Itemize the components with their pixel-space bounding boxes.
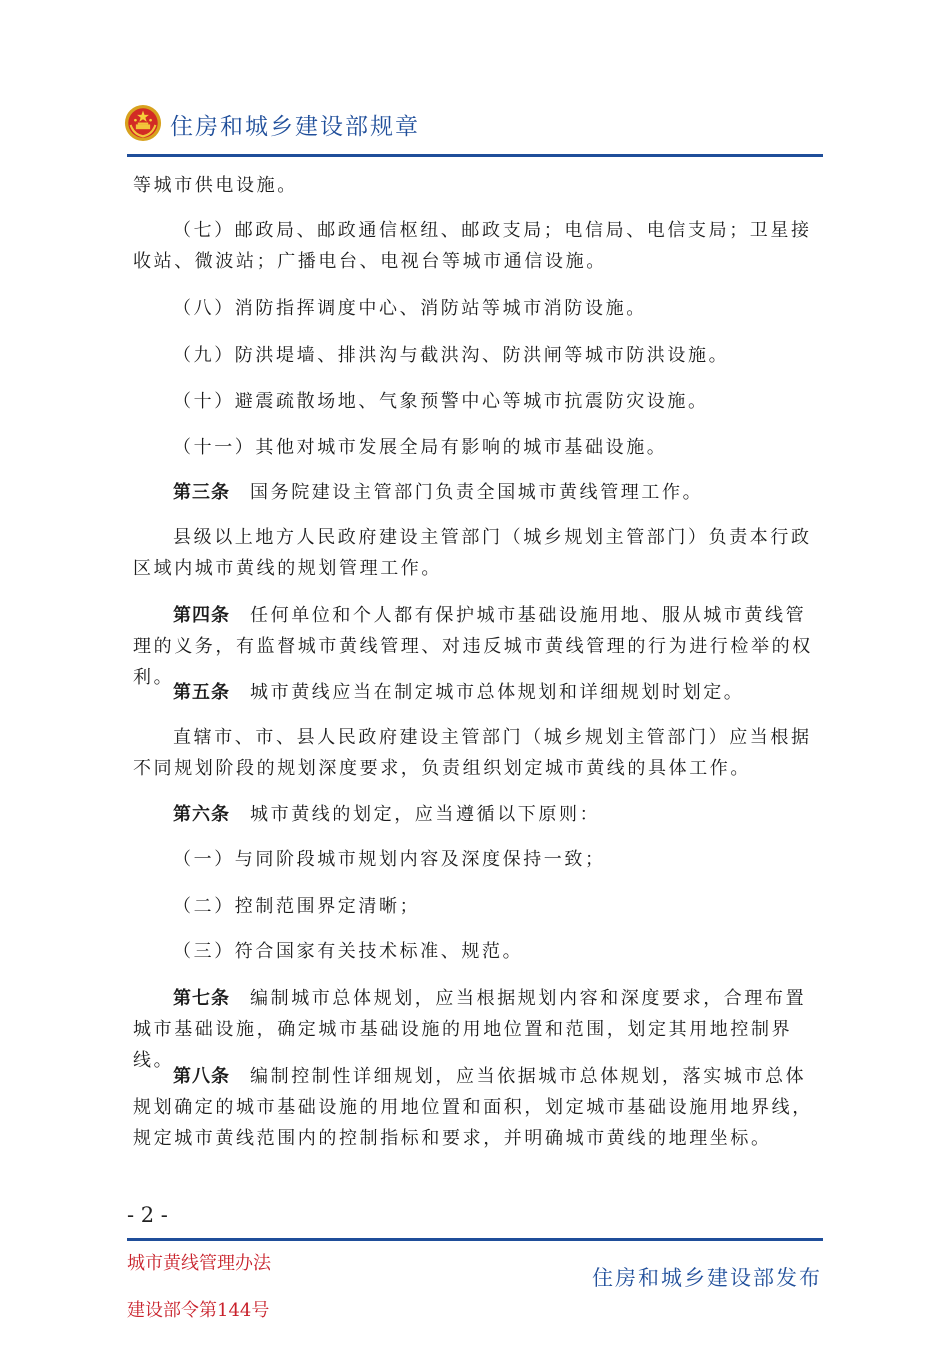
paragraph-text: 编制控制性详细规划，应当依据城市总体规划，落实城市总体规划确定的城市基础设施的用地位置和面积，划定城市基础设施用地界线，规定城市黄线范围内的控制指标和要求，并明确城市黄线的地理坐标。 <box>133 1066 813 1149</box>
article-paragraph <box>133 1061 817 1154</box>
article-paragraph <box>133 477 817 508</box>
article-number: 第六条 <box>173 804 230 825</box>
paragraph <box>133 432 817 463</box>
paragraph-text: （一）与同阶段城市规划内容及深度保持一致； <box>173 849 606 870</box>
paragraph-text: 等城市供电设施。 <box>133 175 298 196</box>
document-number: 建设部令第144号 <box>127 1300 270 1321</box>
paragraph <box>133 293 817 324</box>
paragraph <box>133 844 817 875</box>
paragraph-text: （二）控制范围界定清晰； <box>173 896 421 917</box>
publisher-label: 住房和城乡建设部发布 <box>592 1266 822 1290</box>
page-number: - 2 - <box>127 1203 168 1227</box>
paragraph-text: 编制城市总体规划，应当根据规划内容和深度要求，合理布置城市基础设施，确定城市基础设施的用地位置和范围，划定其用地控制界线。 <box>133 988 807 1071</box>
paragraph-text: 城市黄线的划定，应当遵循以下原则： <box>250 804 601 825</box>
paragraph <box>133 722 817 784</box>
paragraph <box>133 522 817 584</box>
national-emblem-icon <box>124 104 162 142</box>
article-number: 第四条 <box>173 605 230 626</box>
paragraph-text: 国务院建设主管部门负责全国城市黄线管理工作。 <box>250 482 704 503</box>
paragraph <box>133 891 817 922</box>
paragraph-text: 县级以上地方人民政府建设主管部门（城乡规划主管部门）负责本行政区域内城市黄线的规划管理工作。 <box>133 527 812 579</box>
paragraph <box>133 215 817 277</box>
article-number: 第五条 <box>173 682 230 703</box>
paragraph-text: 直辖市、市、县人民政府建设主管部门（城乡规划主管部门）应当根据不同规划阶段的规划深度要求，负责组织划定城市黄线的具体工作。 <box>133 727 812 779</box>
paragraph <box>133 386 817 417</box>
paragraph-text: 城市黄线应当在制定城市总体规划和详细规划时划定。 <box>250 682 745 703</box>
header-title: 住房和城乡建设部规章 <box>170 114 420 140</box>
paragraph <box>133 170 817 201</box>
paragraph <box>133 340 817 371</box>
document-title: 城市黄线管理办法 <box>127 1253 271 1274</box>
footer-divider <box>127 1238 823 1241</box>
paragraph-text: （十）避震疏散场地、气象预警中心等城市抗震防灾设施。 <box>173 391 709 412</box>
header-divider <box>127 154 823 157</box>
paragraph <box>133 936 817 967</box>
paragraph-text: （十一）其他对城市发展全局有影响的城市基础设施。 <box>173 437 668 458</box>
article-number: 第三条 <box>173 482 230 503</box>
paragraph-text: （三）符合国家有关技术标准、规范。 <box>173 941 524 962</box>
paragraph-text: 任何单位和个人都有保护城市基础设施用地、服从城市黄线管理的义务，有监督城市黄线管理、对违反城市黄线管理的行为进行检举的权利。 <box>133 605 813 688</box>
paragraph-text: （八）消防指挥调度中心、消防站等城市消防设施。 <box>173 298 647 319</box>
article-number: 第八条 <box>173 1066 230 1087</box>
paragraph-text: （九）防洪堤墙、排洪沟与截洪沟、防洪闸等城市防洪设施。 <box>173 345 730 366</box>
article-paragraph <box>133 799 817 830</box>
article-paragraph <box>133 677 817 708</box>
article-number: 第七条 <box>173 988 230 1009</box>
paragraph-text: （七）邮政局、邮政通信枢纽、邮政支局；电信局、电信支局；卫星接收站、微波站；广播电台、电视台等城市通信设施。 <box>133 220 812 272</box>
